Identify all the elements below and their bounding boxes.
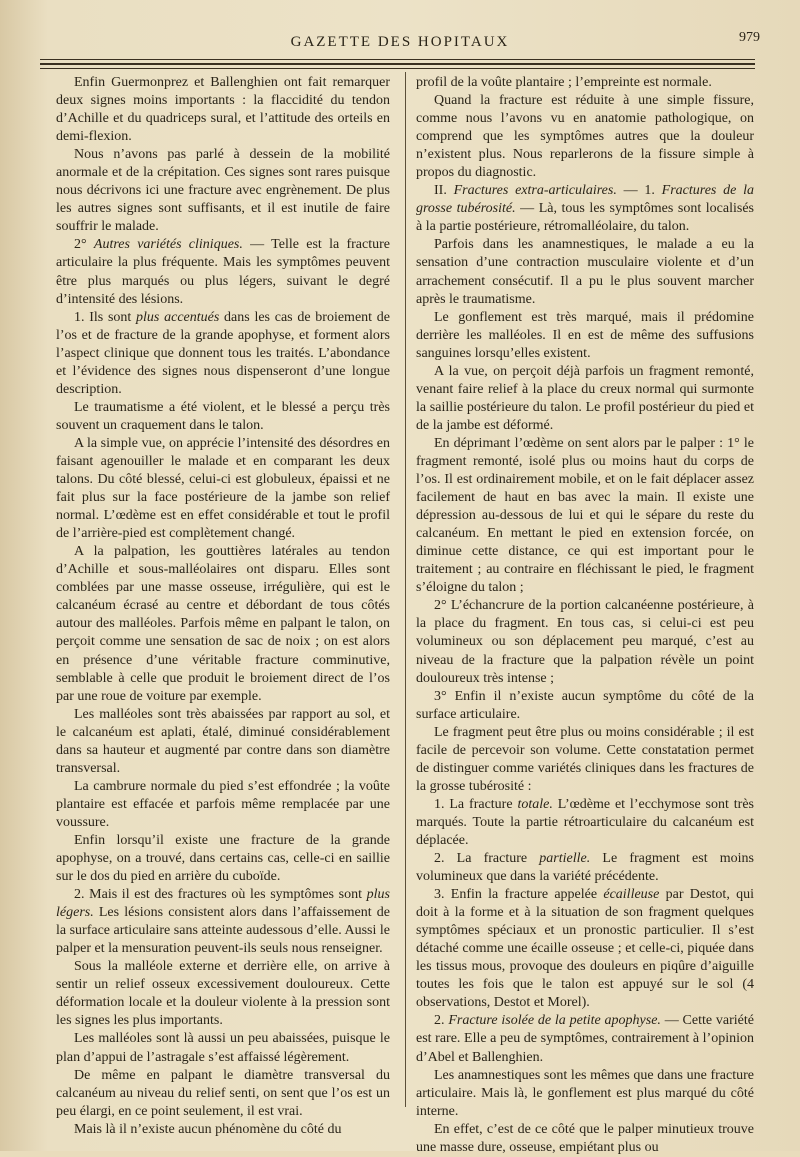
paragraph: Enfin lorsqu’il existe une fracture de la grande apophyse, on a trouvé, dans certains cas, celle-ci en saillie sur le dos du pied en arrière du cuboïde. [56,832,390,885]
paragraph-text: Les lésions consistent alors dans l’affaissement de la surface articulaire sans atteinte audessous d’elle. Aussi le palper et la mensuration peuvent-ils seuls nous renseigner. [56,905,390,957]
paragraph-text: dans les cas de broiement de l’os et de fracture de la grande apophyse, et forment alors l’aspect clinique que donnent tous les traités. L’abondance et l’évidence des signes nous dispenseront d’une longue description. [56,309,390,397]
italic-text: Fractures de la grosse tubérosité. [416,183,755,217]
paragraph: En effet, c’est de ce côté que le palper minutieux trouve une masse dure, osseuse, empiétant plus ou [416,1121,754,1155]
paragraph: 3° Enfin il n’existe aucun symptôme du côté de la surface articulaire. [416,688,754,722]
left-column [56,74,390,1139]
paragraph: Sous la malléole externe et derrière elle, on arrive à sentir un relief osseux excessivement douloureux. Cette déformation locale et la douleur violente à la pression sont les signes les plus importants. [56,959,390,1029]
paragraph: Les malléoles sont là aussi un peu abaissées, puisque le plan d’appui de l’astragale s’est affaissé légèrement. [56,1031,390,1065]
paragraph: Quand la fracture est réduite à une simple fissure, comme nous l’avons vu en anatomie pathologique, on comprend que les symptômes autres que la douleur n’existent plus. Nous reparlerons de la fissure simple à propos du diagnostic. [416,93,754,181]
paragraph: 2° L’échancrure de la portion calcanéenne postérieure, à la place du fragment. En tous cas, si celui-ci est peu volumineux ou son déplacement peu marqué, c’est au niveau de la fracture que la palpation révèle un point douloureux très intense ; [416,598,754,686]
paragraph: Le gonflement est très marqué, mais il prédomine derrière les malléoles. Il en est de même des suffusions sanguines lorsqu’elles existent. [416,309,754,361]
italic-text: Fracture isolée de la petite apophyse. [448,1013,661,1029]
paragraph: Enfin Guermonprez et Ballenghien ont fait remarquer deux signes moins importants : la flaccidité du tendon d’Achille et du quadriceps sural, et l’attitude des orteils en demi-flexion. [56,75,390,145]
paragraph: A la simple vue, on apprécie l’intensité des désordres en faisant agenouiller le malade et en comparant les deux talons. Du côté blessé, celui-ci est globuleux, épaissi et ne fait plus sur la face postérieure de la jambe son relief normal. L’œdème est en effet considérable et tout le profil de l’arrière-pied est complètement changé. [56,435,390,542]
paragraph-text: — Telle est la fracture articulaire la plus fréquente. Mais les symptômes peuvent être plus marqués ou plus légers, suivant le degré d’intensité des lésions. [56,237,390,307]
header-rule-lower [40,68,755,69]
paragraph [416,850,754,886]
paragraph-text: 2° [74,237,94,253]
paragraph: En déprimant l’œdème on sent alors par le palper : 1° le fragment remonté, isolé plus ou moins haut du corps de l’os. Il est ordinairement mobile, et on le fait déplacer assez facilement de haut en bas avec la main. Il existe une dépression au-dessous de lui et qui le sépare du reste du calcanéum. En mettant le pied en extension forcée, on diminue cette distance, ce qui est important pour le traitement ; au contraire en fléchissant le pied, le fragment s’éloigne du talon ; [416,435,754,596]
paragraph: Le fragment peut être plus ou moins considérable ; il est facile de percevoir son volume. Cette constatation permet de distinguer comme variétés cliniques dans les fractures de la grosse tubérosité : [416,724,754,794]
paragraph [56,309,390,399]
paragraph: Parfois dans les anamnestiques, le malade a eu la sensation d’une contraction musculaire violente et d’un arrachement consécutif. Il a pu le plus souvent marcher après le traumatisme. [416,237,754,307]
italic-text: partielle. [539,851,591,867]
paragraph: Nous n’avons pas parlé à dessein de la mobilité anormale et de la crépitation. Ces signes sont rares puisque nous décrivons ici une fracture avec engrènement. De plus les autres signes sont suffisants, et il est inutile de faire souffrir le malade. [56,147,390,235]
italic-text: totale. [517,796,553,812]
paragraph [416,182,754,236]
paragraph-text: 1. La fracture [434,796,518,812]
paragraph: A la vue, on perçoit déjà parfois un fragment remonté, venant faire relief à la place du creux normal qui surmonte la saillie postérieure du talon. Le profil postérieur du pied et de la jambe est déformé. [416,363,754,433]
italic-text: Autres variétés cliniques. [93,237,243,253]
paragraph-text: par Destot, qui doit à la forme et à la situation de son fragment quelques symptômes spéciaux et un pronostic particulier. Il s’est détaché comme une écaille osseuse ; et celle-ci, piquée dans les tissus mous, provoque des douleurs en piqûre d’aiguille toutes les fois que le talon est appuyé sur le sol (4 observations, Destot et Morel). [416,887,754,1011]
paragraph-text: 1. Ils sont [74,309,137,325]
italic-text: plus légers. [56,887,390,921]
page-number: 979 [739,30,760,45]
header-rule-thick [40,63,755,65]
paragraph-text: Le fragment est moins volumineux que dans la variété précédente. [416,851,754,885]
paragraph [56,236,390,308]
page-header [40,30,760,60]
right-column [416,74,754,1157]
paragraph [416,886,754,1012]
italic-text: écailleuse [603,887,660,903]
paragraph-text: — Là, tous les symptômes sont localisés à la partie postérieure, rétromalléolaire, du talon. [416,201,754,235]
paragraph: Mais là il n’existe aucun phénomène du côté du [74,1121,342,1137]
paragraph-text: 2. [434,1013,449,1029]
paragraph-text: 2. La fracture [434,851,540,867]
paragraph-text: — 1. [616,183,662,199]
header-rule [40,59,755,60]
italic-text: plus accentués [136,309,220,325]
paragraph-text: L’œdème et l’ecchymose sont très marqués. Toute la partie rétroarticulaire du calcanéum est déplacée. [416,796,754,848]
paragraph [416,796,754,850]
paragraph-text: — Cette variété est rare. Elle a peu de symptômes, contrairement à l’opinion d’Abel et Ballenghien. [416,1013,754,1065]
italic-text: Fractures extra-articulaires. [453,183,617,199]
paragraph [56,886,390,958]
journal-title: GAZETTE DES HOPITAUX [290,34,510,50]
paragraph-text: profil de la voûte plantaire ; l’empreinte est normale. [416,75,712,90]
paragraph [416,74,754,92]
paragraph: Les anamnestiques sont les mêmes que dans une fracture articulaire. Mais là, le gonflement est plus marqué du côté interne. [416,1067,754,1119]
paragraph-text: II. [434,183,454,199]
paragraph: Le traumatisme a été violent, et le blessé a perçu très souvent un craquement dans le talon. [56,399,390,433]
paragraph: Les malléoles sont très abaissées par rapport au sol, et le calcanéum est aplati, étalé, diminué considérablement dans sa hauteur et augmenté par contre dans son diamètre transversal. [56,706,390,776]
paragraph-text: 3. Enfin la fracture appelée [434,887,604,903]
paragraph: A la palpation, les gouttières latérales au tendon d’Achille et sous-malléolaires ont disparu. Elles sont comblées par une masse osseuse, irrégulière, qui est le calcanéum écrasé au centre et débordant de tous côtés autour des malléoles. Parfois même en palpant le talon, on perçoit comme une sensation de sac de noix ; on est alors en présence d’une véritable fracture comminutive, semblable à celle que produit le broiement direct de l’os par une roue de voiture par exemple. [56,544,390,704]
column-divider [405,72,406,1107]
paragraph: De même en palpant le diamètre transversal du calcanéum au niveau du relief senti, on sent que l’os est un peu élargi, en ce point seulement, il est vrai. [56,1067,390,1119]
paragraph: La cambrure normale du pied s’est effondrée ; la voûte plantaire est effacée et parfois même remplacée par une voussure. [56,778,390,830]
paragraph-text: 2. Mais il est des fractures où les symptômes sont [74,887,367,903]
paragraph [416,1012,754,1066]
